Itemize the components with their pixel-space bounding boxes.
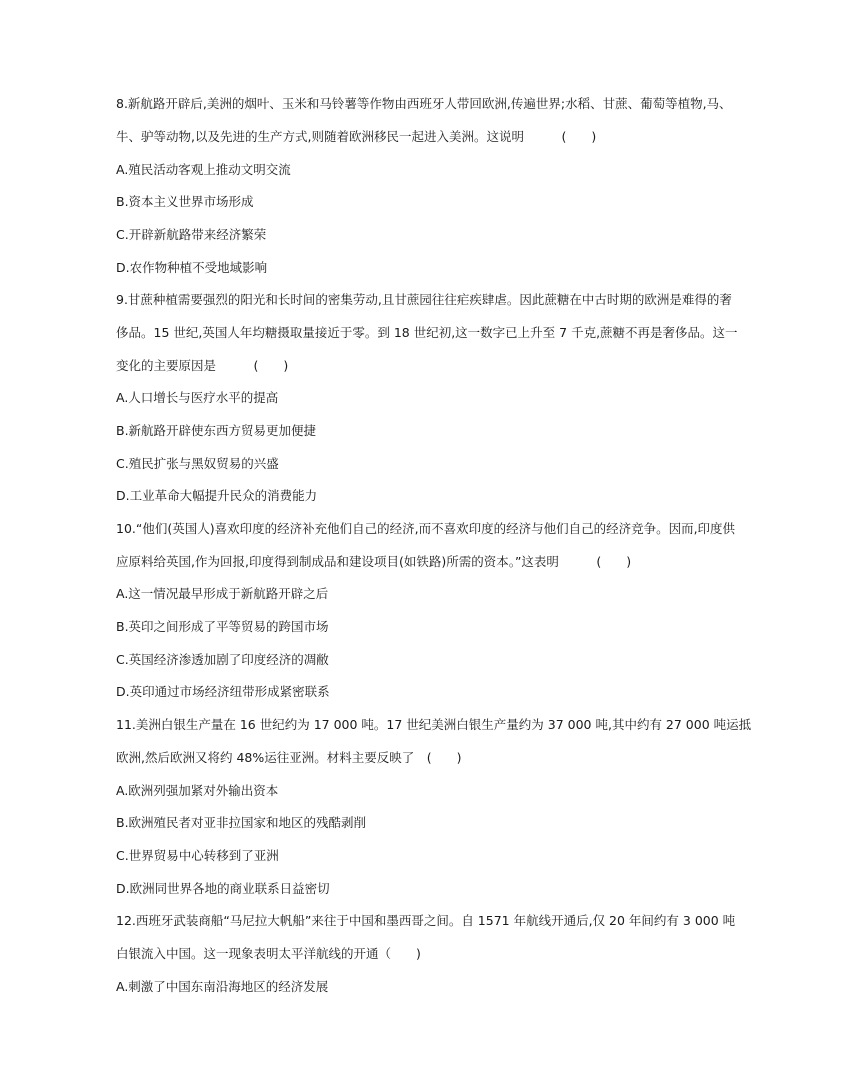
question-8-stem-line-1: 8.新航路开辟后,美洲的烟叶、玉米和马铃薯等作物由西班牙人带回欧洲,传遍世界;水稻、甘蔗、葡萄等植物,马、	[116, 96, 732, 111]
question-10-option-c: C.英国经济渗透加剧了印度经济的凋敝	[116, 652, 329, 667]
question-9-stem-line-2: 侈品。15 世纪,英国人年均糖摄取量接近于零。到 18 世纪初,这一数字已上升至 7 千克,蔗糖不再是奢侈品。这一	[116, 325, 738, 340]
question-11-option-d: D.欧洲同世界各地的商业联系日益密切	[116, 881, 330, 896]
question-9-option-c: C.殖民扩张与黑奴贸易的兴盛	[116, 456, 279, 471]
question-9-stem-line-3: 变化的主要原因是 ( )	[116, 358, 289, 373]
question-9-stem-line-1: 9.甘蔗种植需要强烈的阳光和长时间的密集劳动,且甘蔗园往往疟疾肆虐。因此蔗糖在中古时期的欧洲是难得的奢	[116, 292, 732, 307]
question-10-stem-line-2: 应原料给英国,作为回报,印度得到制成品和建设项目(如铁路)所需的资本。”这表明 ( )	[116, 554, 632, 569]
question-11-stem-line-1: 11.美洲白银生产量在 16 世纪约为 17 000 吨。17 世纪美洲白银生产量约为 37 000 吨,其中约有 27 000 吨运抵	[116, 717, 752, 732]
question-11-option-c: C.世界贸易中心转移到了亚洲	[116, 848, 279, 863]
question-12-stem-line-2: 白银流入中国。这一现象表明太平洋航线的开通（ )	[116, 946, 421, 961]
question-10-option-a: A.这一情况最早形成于新航路开辟之后	[116, 586, 329, 601]
question-11-stem-line-2: 欧洲,然后欧洲又将约 48%运往亚洲。材料主要反映了 ( )	[116, 750, 462, 765]
question-9-option-a: A.人口增长与医疗水平的提高	[116, 390, 279, 405]
question-9-option-d: D.工业革命大幅提升民众的消费能力	[116, 488, 318, 503]
question-11-option-a: A.欧洲列强加紧对外输出资本	[116, 783, 279, 798]
question-11-option-b: B.欧洲殖民者对亚非拉国家和地区的残酷剥削	[116, 815, 367, 830]
question-12-option-a: A.刺激了中国东南沿海地区的经济发展	[116, 979, 329, 994]
question-10-stem-line-1: 10.“他们(英国人)喜欢印度的经济补充他们自己的经济,而不喜欢印度的经济与他们自己的经济竞争。因而,印度供	[116, 521, 736, 536]
question-10-option-d: D.英印通过市场经济纽带形成紧密联系	[116, 684, 330, 699]
question-8-stem-line-2: 牛、驴等动物,以及先进的生产方式,则随着欧洲移民一起进入美洲。这说明 ( )	[116, 129, 597, 144]
question-10-option-b: B.英印之间形成了平等贸易的跨国市场	[116, 619, 329, 634]
question-8-option-a: A.殖民活动客观上推动文明交流	[116, 162, 291, 177]
question-12-stem-line-1: 12.西班牙武装商船“马尼拉大帆船”来往于中国和墨西哥之间。自 1571 年航线开通后,仅 20 年间约有 3 000 吨	[116, 913, 736, 928]
question-8-option-c: C.开辟新航路带来经济繁荣	[116, 227, 267, 242]
question-8-option-b: B.资本主义世界市场形成	[116, 194, 254, 209]
question-8-option-d: D.农作物种植不受地域影响	[116, 260, 268, 275]
question-9-option-b: B.新航路开辟使东西方贸易更加便捷	[116, 423, 317, 438]
